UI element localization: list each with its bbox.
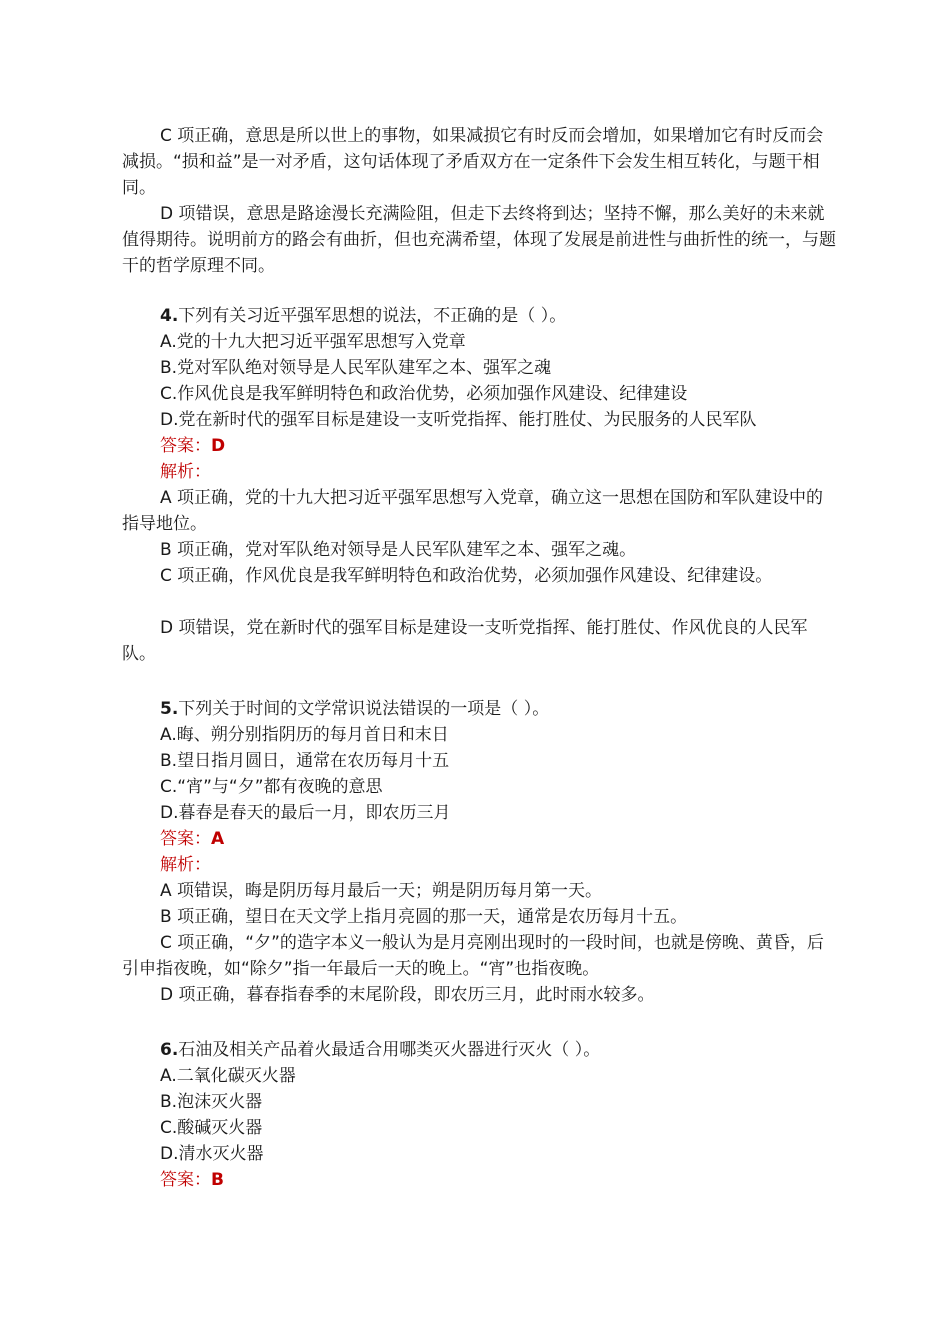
analysis-d: D 项正确，暮春指春季的末尾阶段，即农历三月，此时雨水较多。 xyxy=(160,985,655,1005)
option-a: A.二氧化碳灭火器 xyxy=(160,1066,296,1086)
analysis-c-paragraph: C 项正确，意思是所以世上的事物，如果减损它有时反而会增加，如果增加它有时反而会减损。“损和益”是一对矛盾，这句话体现了矛盾双方在一定条件下会发生相互转化，与题干相同。 xyxy=(122,126,824,198)
option-c: C.作风优良是我军鲜明特色和政治优势，必须加强作风建设、纪律建设 xyxy=(160,384,688,404)
question-5 xyxy=(122,696,838,1008)
answer-value: A xyxy=(211,829,225,849)
option-d: D.清水灭火器 xyxy=(160,1144,264,1164)
question-stem xyxy=(122,303,838,329)
answer-line xyxy=(122,826,838,852)
option-a: A.晦、朔分别指阴历的每月首日和末日 xyxy=(160,725,449,745)
question-number: 4. xyxy=(160,306,179,326)
answer-line xyxy=(122,1167,838,1193)
analysis-d-paragraph: D 项错误，意思是路途漫长充满险阻，但走下去终将到达；坚持不懈，那么美好的未来就值得期待。说明前方的路会有曲折，但也充满希望，体现了发展是前进性与曲折性的统一，与题干的哲学原理不同。 xyxy=(122,204,836,276)
option-d: D.党在新时代的强军目标是建设一支听党指挥、能打胜仗、为民服务的人民军队 xyxy=(160,410,757,430)
answer-label: 答案： xyxy=(160,1170,211,1190)
option-c: C.“宵”与“夕”都有夜晚的意思 xyxy=(160,777,383,797)
analysis-b: B 项正确，党对军队绝对领导是人民军队建军之本、强军之魂。 xyxy=(160,540,637,560)
option-b: B.望日指月圆日，通常在农历每月十五 xyxy=(160,751,450,771)
question-number: 5. xyxy=(160,699,179,719)
analysis-label: 解析： xyxy=(160,855,211,875)
option-b: B.党对军队绝对领导是人民军队建军之本、强军之魂 xyxy=(160,358,552,378)
intro-section xyxy=(122,123,838,279)
analysis-c: C 项正确，“夕”的造字本义一般认为是月亮刚出现时的一段时间，也就是傍晚、黄昏，后引申指夜晚，如“除夕”指一年最后一天的晚上。“宵”也指夜晚。 xyxy=(122,933,824,979)
question-text: 石油及相关产品着火最适合用哪类灭火器进行灭火（ ）。 xyxy=(178,1040,601,1060)
answer-value: B xyxy=(211,1170,224,1190)
option-c: C.酸碱灭火器 xyxy=(160,1118,263,1138)
option-a: A.党的十九大把习近平强军思想写入党章 xyxy=(160,332,466,352)
analysis-a: A 项正确，党的十九大把习近平强军思想写入党章，确立这一思想在国防和军队建设中的指导地位。 xyxy=(122,488,824,534)
answer-label: 答案： xyxy=(160,436,211,456)
analysis-c: C 项正确，作风优良是我军鲜明特色和政治优势，必须加强作风建设、纪律建设。 xyxy=(160,566,773,586)
question-text: 下列关于时间的文学常识说法错误的一项是（ ）。 xyxy=(178,699,550,719)
analysis-b: B 项正确，望日在天文学上指月亮圆的那一天，通常是农历每月十五。 xyxy=(160,907,688,927)
question-stem xyxy=(122,1037,838,1063)
answer-label: 答案： xyxy=(160,829,211,849)
option-b: B.泡沫灭火器 xyxy=(160,1092,263,1112)
question-text: 下列有关习近平强军思想的说法，不正确的是（ ）。 xyxy=(178,306,567,326)
analysis-label: 解析： xyxy=(160,462,211,482)
question-6 xyxy=(122,1037,838,1193)
answer-line xyxy=(122,433,838,459)
question-stem xyxy=(122,696,838,722)
analysis-a: A 项错误，晦是阴历每月最后一天；朔是阴历每月第一天。 xyxy=(160,881,603,901)
question-number: 6. xyxy=(160,1040,179,1060)
answer-value: D xyxy=(211,436,226,456)
analysis-d: D 项错误，党在新时代的强军目标是建设一支听党指挥、能打胜仗、作风优良的人民军队。 xyxy=(122,618,808,664)
question-4 xyxy=(122,303,838,667)
option-d: D.暮春是春天的最后一月，即农历三月 xyxy=(160,803,451,823)
